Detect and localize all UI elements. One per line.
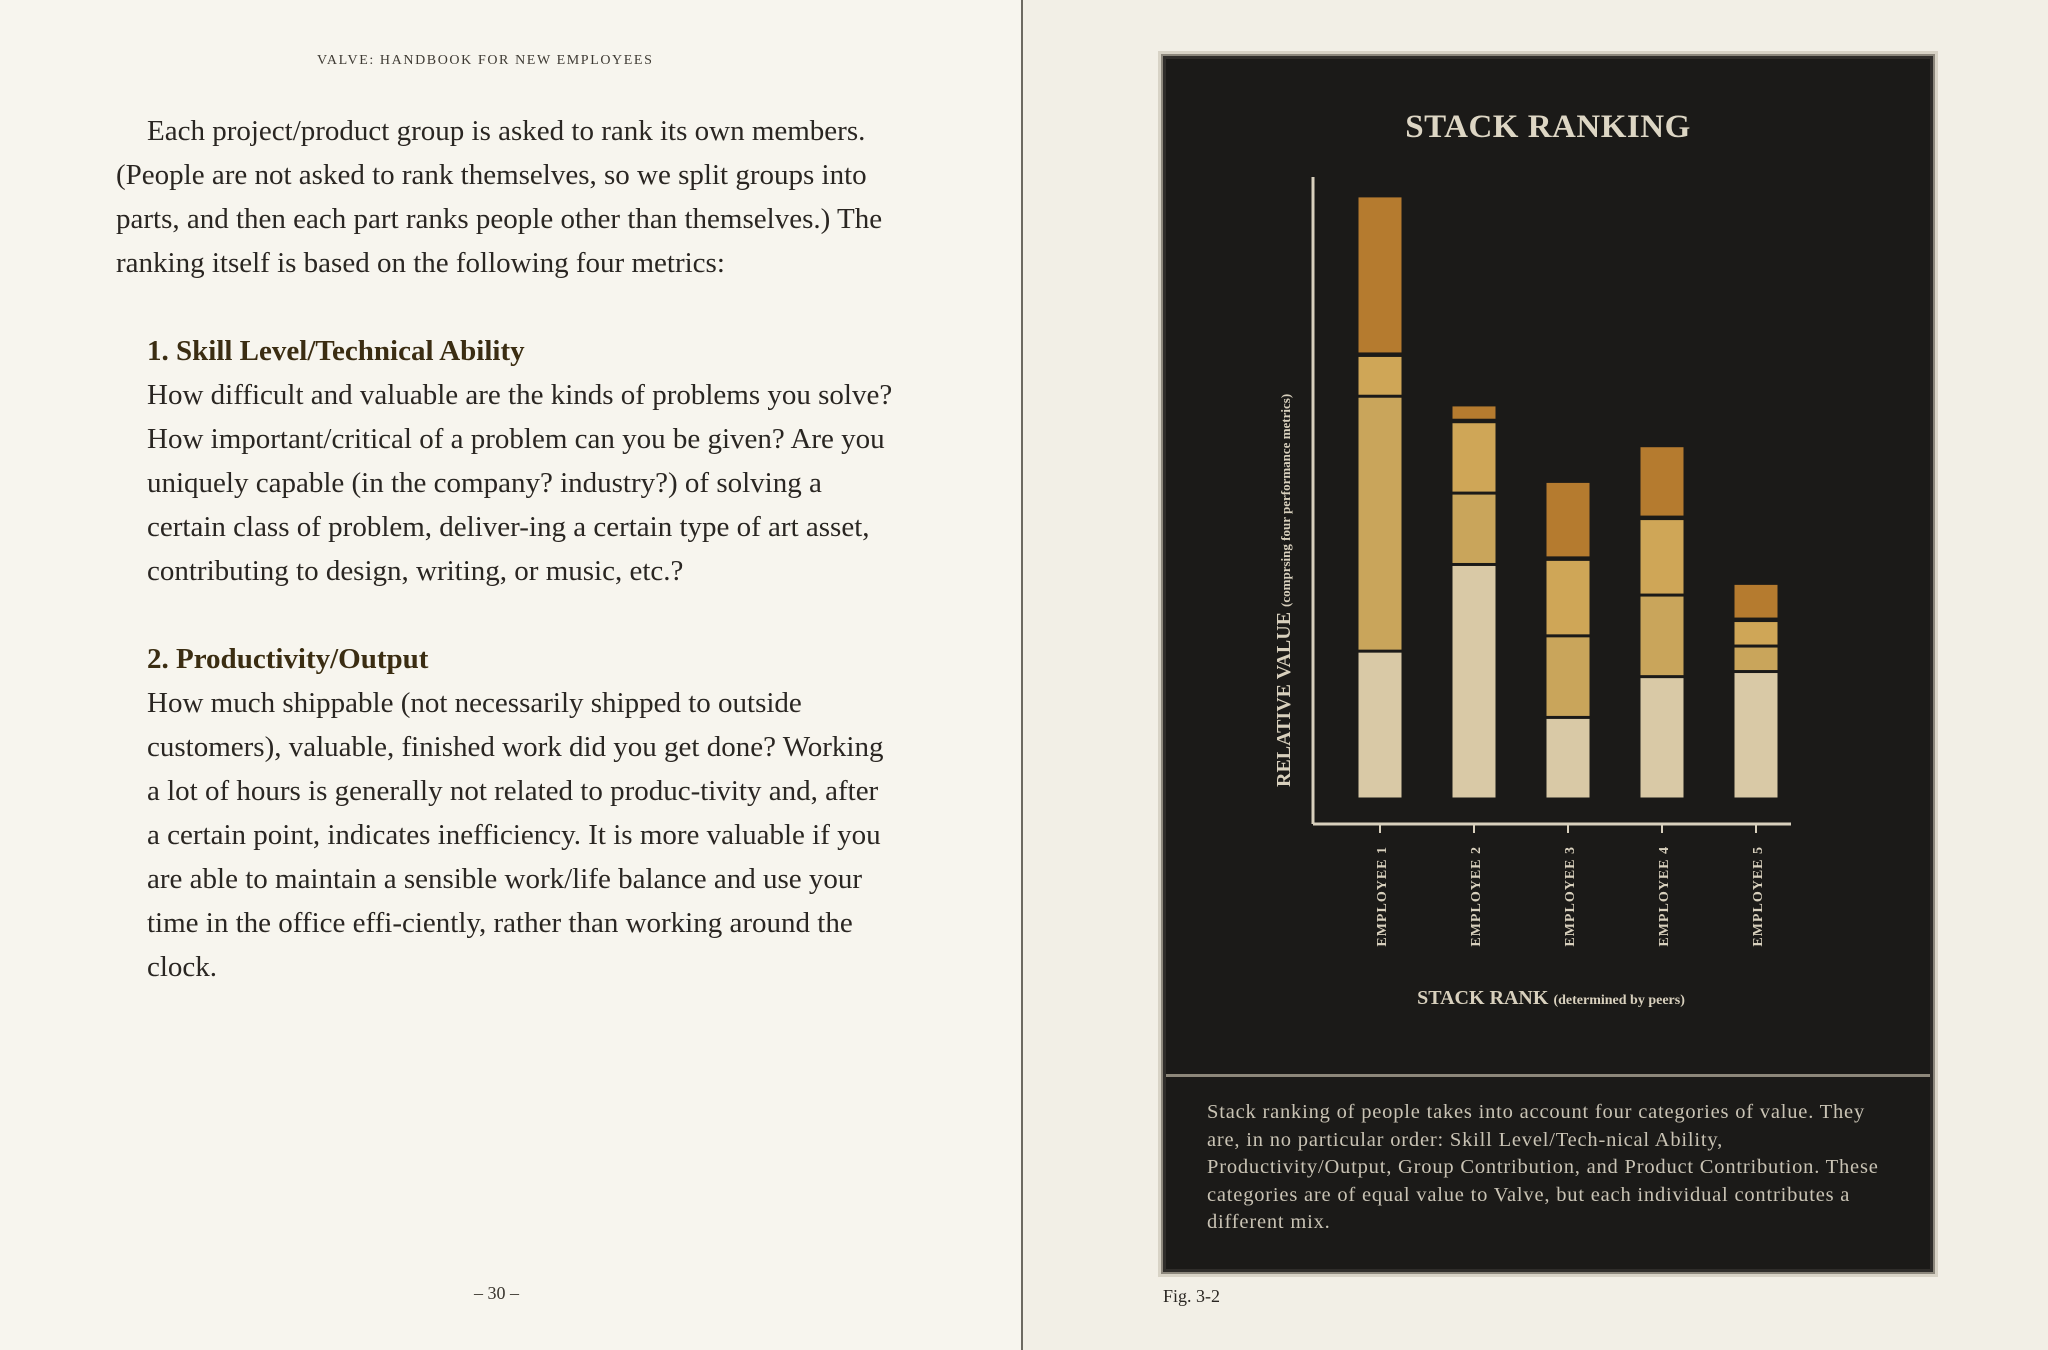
bar-segment	[1453, 495, 1496, 563]
chart-title: STACK RANKING	[1405, 109, 1691, 145]
bar-segment	[1641, 520, 1684, 593]
metric-title: 2. Productivity/Output	[147, 643, 429, 675]
bar-segment	[1453, 566, 1496, 798]
left-page	[0, 0, 1023, 1350]
page-number: – 30 –	[474, 1283, 519, 1303]
bar-segment	[1735, 673, 1778, 797]
x-tick-label: EMPLOYEE 3	[1563, 846, 1578, 947]
figure-label: Fig. 3-2	[1163, 1286, 1221, 1306]
bar-segment	[1547, 637, 1590, 716]
bar-segment	[1547, 483, 1590, 556]
stack-ranking-figure	[1163, 56, 1933, 1272]
metric-productivity	[147, 637, 896, 989]
y-axis-label-note: (comprsing four performance metrics)	[1278, 393, 1293, 607]
bar-segment	[1359, 653, 1402, 798]
x-axis-label-note: (determined by peers)	[1553, 993, 1685, 1008]
bar-segment	[1453, 406, 1496, 418]
x-axis-label	[1417, 987, 1685, 1009]
bar-segment	[1359, 197, 1402, 352]
bar-segment	[1547, 561, 1590, 634]
bar-segment	[1641, 597, 1684, 676]
bar-segment	[1359, 398, 1402, 650]
figure-divider	[1166, 1074, 1930, 1077]
running-head: VALVE: HANDBOOK FOR NEW EMPLOYEES	[317, 53, 654, 68]
x-tick-label: EMPLOYEE 5	[1751, 846, 1766, 947]
metric-skill-level	[147, 329, 896, 593]
bar-segment	[1547, 719, 1590, 798]
x-tick-label: EMPLOYEE 1	[1375, 846, 1390, 947]
bar-segment	[1641, 447, 1684, 515]
y-axis-label	[1273, 394, 1295, 787]
intro-paragraph: Each project/product group is asked to rank its own members. (People are not asked to rank themselves, so we split groups into parts, and then each part ranks people other than themselves.) The ranking itself is based on the following four metrics:	[116, 115, 883, 279]
bar-segment	[1359, 357, 1402, 395]
metric-description: How difficult and valuable are the kinds of problems you solve? How important/critical of a problem can you be given? Are you uniquely capable (in the company? industry?) of solving a certain class of problem, deliver-ing a certain type of art asset, contributing to design, writing, or music, etc.?	[147, 379, 893, 587]
x-tick-label: EMPLOYEE 4	[1657, 846, 1672, 947]
metric-description: How much shippable (not necessarily shipped to outside customers), valuable, finished work did you get done? Working a lot of hours is generally not related to produc-tivity and, after a certain point, indicates inefficiency. It is more valuable if you are able to maintain a sensible work/life balance and use your time in the office effi-ciently, rather than working around the clock.	[147, 687, 884, 983]
body-text	[116, 109, 896, 989]
bar-segment	[1735, 648, 1778, 670]
metric-title: 1. Skill Level/Technical Ability	[147, 335, 525, 367]
stack-ranking-chart	[1166, 59, 1936, 1069]
x-tick-label: EMPLOYEE 2	[1469, 846, 1484, 947]
figure-caption: Stack ranking of people takes into account four categories of value. They are, in no particular order: Skill Level/Tech-nical Ability, Productivity/Output, Group Contribution, and Product Contribution. These categories are of equal value to Valve, but each individual contributes a different mix.	[1207, 1101, 1879, 1233]
bar-segment	[1641, 678, 1684, 797]
x-axis-label-main: STACK RANK	[1417, 987, 1554, 1009]
bar-segment	[1735, 622, 1778, 644]
bar-segment	[1453, 423, 1496, 491]
bar-segment	[1735, 585, 1778, 618]
y-axis-label-main: RELATIVE VALUE	[1273, 606, 1295, 787]
